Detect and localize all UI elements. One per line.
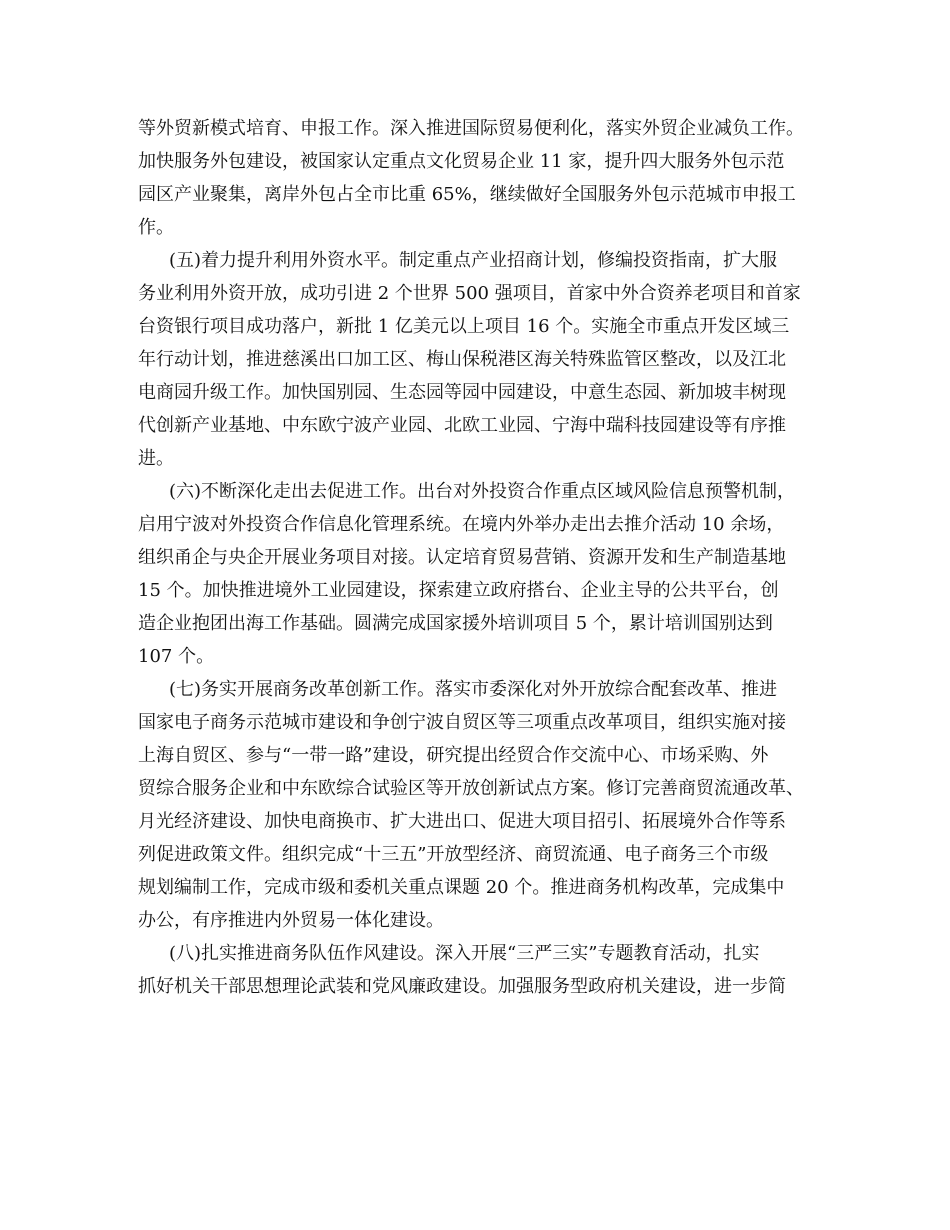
paragraph-first-line: (七)务实开展商务改革创新工作。落实市委深化对外开放综合配套改革、推进 (169, 679, 778, 700)
text-line: 园区产业聚集，离岸外包占全市比重 65%，继续做好全国服务外包示范城市申报工 (138, 184, 796, 205)
text-line: 务业利用外资开放，成功引进 2 个世界 500 强项目，首家中外合资养老项目和首家 (138, 283, 801, 304)
text-line: 规划编制工作，完成市级和委机关重点课题 20 个。推进商务机构改革，完成集中 (138, 877, 785, 898)
paragraph-first-line: (五)着力提升利用外资水平。制定重点产业招商计划，修编投资指南，扩大服 (169, 250, 778, 271)
text-line: 国家电子商务示范城市建设和争创宁波自贸区等三项重点改革项目，组织实施对接 (138, 712, 786, 733)
text-line: 月光经济建设、加快电商换市、扩大进出口、促进大项目招引、拓展境外合作等系 (138, 811, 786, 832)
text-line: 作。 (138, 217, 174, 238)
text-line: 加快服务外包建设，被国家认定重点文化贸易企业 11 家，提升四大服务外包示范 (138, 151, 785, 172)
text-line: 107 个。 (138, 646, 215, 667)
text-line: 上海自贸区、参与“一带一路”建设，研究提出经贸合作交流中心、市场采购、外 (138, 745, 769, 766)
paragraph-first-line: (八)扎实推进商务队伍作风建设。深入开展“三严三实”专题教育活动，扎实 (169, 943, 760, 964)
text-line: 抓好机关干部思想理论武装和党风廉政建设。加强服务型政府机关建设，进一步简 (138, 976, 786, 997)
text-line: 办公，有序推进内外贸易一体化建设。 (138, 910, 444, 931)
text-line: 年行动计划，推进慈溪出口加工区、梅山保税港区海关特殊监管区整改，以及江北 (138, 349, 786, 370)
text-line: 组织甬企与央企开展业务项目对接。认定培育贸易营销、资源开发和生产制造基地 (138, 547, 786, 568)
text-line: 造企业抱团出海工作基础。圆满完成国家援外培训项目 5 个，累计培训国别达到 (138, 613, 773, 634)
body-text (138, 112, 828, 1003)
text-line: 列促进政策文件。组织完成“十三五”开放型经济、商贸流通、电子商务三个市级 (138, 844, 769, 865)
text-line: 贸综合服务企业和中东欧综合试验区等开放创新试点方案。修订完善商贸流通改革、 (138, 778, 804, 799)
paragraph-first-line: (六)不断深化走出去促进工作。出台对外投资合作重点区域风险信息预警机制， (169, 481, 796, 502)
text-line: 15 个。加快推进境外工业园建设，探索建立政府搭台、企业主导的公共平台，创 (138, 580, 779, 601)
text-line: 等外贸新模式培育、申报工作。深入推进国际贸易便利化，落实外贸企业减负工作。 (138, 118, 804, 139)
text-line: 启用宁波对外投资合作信息化管理系统。在境内外举办走出去推介活动 10 余场， (138, 514, 785, 535)
text-line: 台资银行项目成功落户，新批 1 亿美元以上项目 16 个。实施全市重点开发区域三 (138, 316, 790, 337)
text-line: 代创新产业基地、中东欧宁波产业园、北欧工业园、宁海中瑞科技园建设等有序推 (138, 415, 786, 436)
text-line: 电商园升级工作。加快国别园、生态园等园中园建设，中意生态园、新加坡丰树现 (138, 382, 786, 403)
text-line: 进。 (138, 448, 174, 469)
